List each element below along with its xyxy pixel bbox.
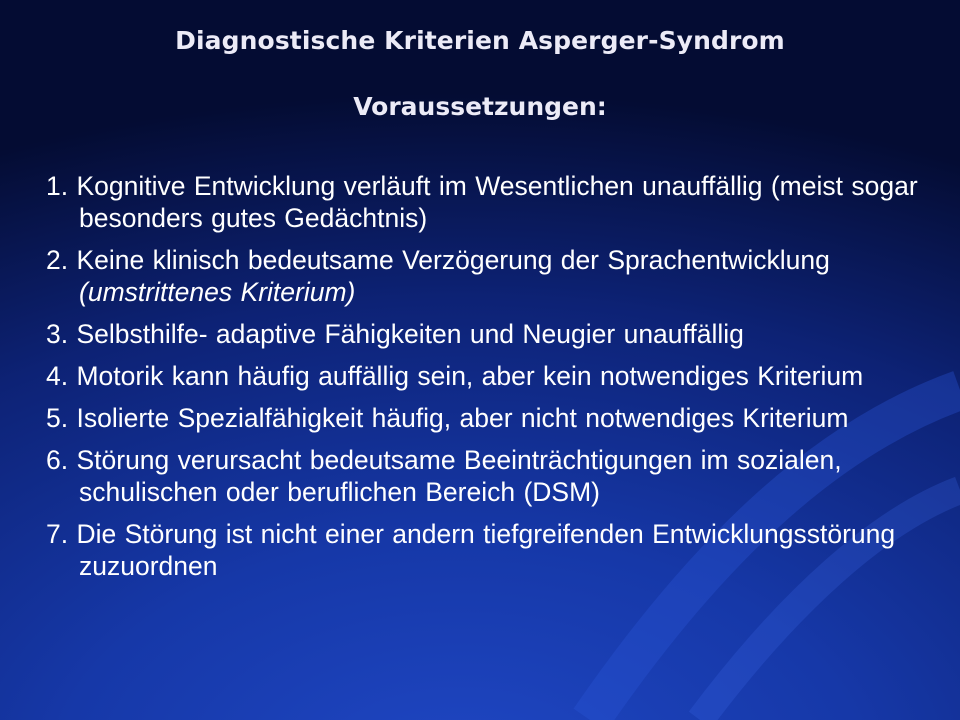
criterion-1 [46, 170, 926, 234]
criterion-6 [46, 444, 926, 508]
criteria-list [46, 170, 926, 592]
criterion-6-text: 6. Störung verursacht bedeutsame Beeinträchtigungen im sozialen, schulischen oder beruflichen Bereich (DSM) [46, 445, 842, 507]
criterion-5 [46, 402, 926, 434]
criterion-4 [46, 360, 926, 392]
criterion-3-text: 3. Selbsthilfe- adaptive Fähigkeiten und Neugier unauffällig [46, 319, 744, 349]
criterion-2-note: (umstrittenes Kriterium) [79, 277, 356, 307]
criterion-7-text: 7. Die Störung ist nicht einer andern tiefgreifenden Entwicklungsstörung zuzuordnen [46, 519, 896, 581]
criterion-2 [46, 244, 926, 308]
criterion-7 [46, 518, 926, 582]
criterion-2-text: 2. Keine klinisch bedeutsame Verzögerung der Sprachentwicklung [46, 245, 830, 275]
slide-subtitle: Voraussetzungen: [353, 92, 607, 121]
criterion-5-text: 5. Isolierte Spezialfähigkeit häufig, aber nicht notwendiges Kriterium [46, 403, 849, 433]
criterion-4-text: 4. Motorik kann häufig auffällig sein, aber kein notwendiges Kriterium [46, 361, 864, 391]
slide-title: Diagnostische Kriterien Asperger-Syndrom [175, 26, 785, 55]
criterion-1-text: 1. Kognitive Entwicklung verläuft im Wesentlichen unauffällig (meist sogar besonders gutes Gedächtnis) [46, 171, 918, 233]
criterion-3 [46, 318, 926, 350]
